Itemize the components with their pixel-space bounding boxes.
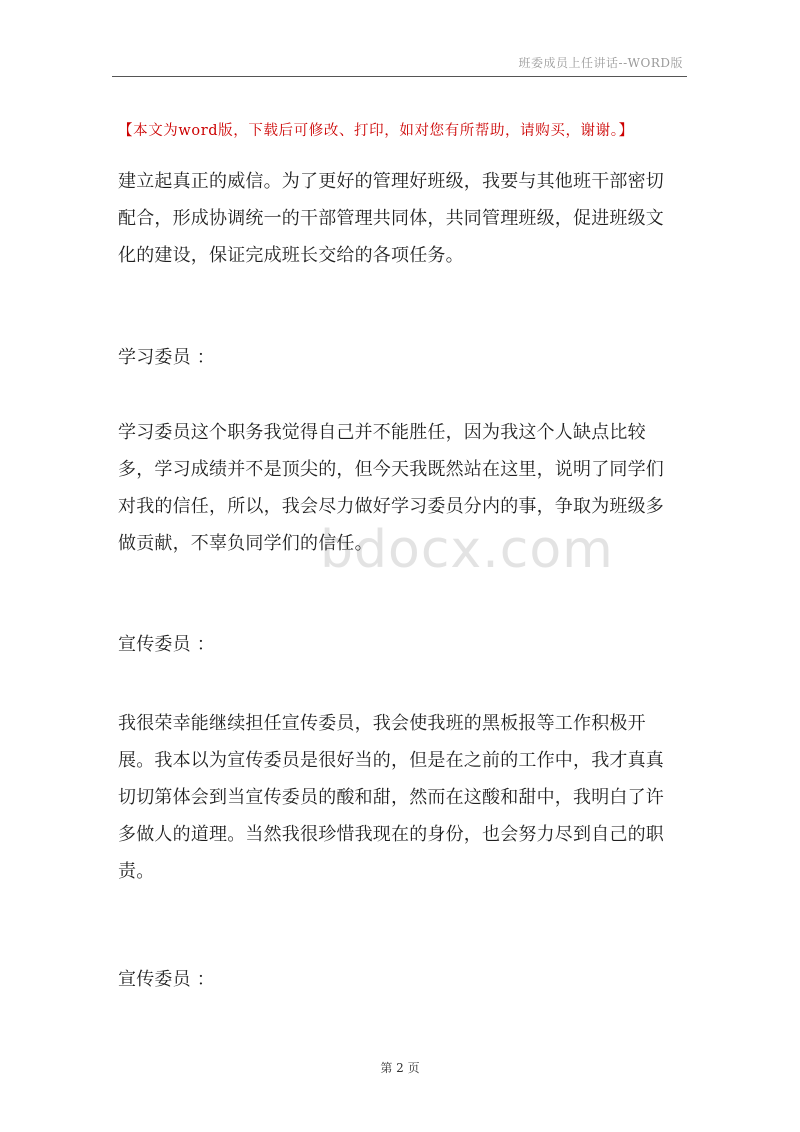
header-rule bbox=[112, 76, 687, 77]
paragraph-intro bbox=[118, 163, 686, 274]
paragraph-line: 多，学习成绩并不是顶尖的，但今天我既然站在这里，说明了同学们 bbox=[118, 459, 664, 480]
heading-text: 宣传委员 ： bbox=[118, 969, 215, 990]
section-heading-study bbox=[118, 339, 686, 376]
paragraph-line: 做贡献，不辜负同学们的信任。 bbox=[118, 533, 373, 554]
paragraph-line: 对我的信任，所以，我会尽力做好学习委员分内的事，争取为班级多 bbox=[118, 496, 664, 517]
paragraph-line: 我很荣幸能继续担任宣传委员，我会使我班的黑板报等工作积极开 bbox=[118, 713, 646, 734]
paragraph-line: 展。我本以为宣传委员是很好当的，但是在之前的工作中，我才真真 bbox=[118, 750, 664, 771]
paragraph-line: 建立起真正的威信。为了更好的管理好班级，我要与其他班干部密切 bbox=[118, 171, 664, 192]
paragraph-line: 责。 bbox=[118, 861, 155, 882]
section-heading-publicity bbox=[118, 626, 686, 663]
section-heading-publicity-2 bbox=[118, 961, 686, 998]
page-number: 第 2 页 bbox=[380, 1061, 420, 1075]
purchase-notice: 【本文为word版，下载后可修改、打印，如对您有所帮助，请购买，谢谢。】 bbox=[118, 123, 634, 139]
paragraph-line: 切切第体会到当宣传委员的酸和甜，然而在这酸和甜中，我明白了许 bbox=[118, 787, 664, 808]
paragraph-line: 多做人的道理。当然我很珍惜我现在的身份，也会努力尽到自己的职 bbox=[118, 824, 664, 845]
heading-text: 学习委员 ： bbox=[118, 347, 215, 368]
watermark: bdocx.com bbox=[320, 520, 614, 580]
heading-text: 宣传委员 ： bbox=[118, 634, 215, 655]
header-title: 班委成员上任讲话--WORD版 bbox=[518, 56, 683, 70]
paragraph-line: 化的建设，保证完成班长交给的各项任务。 bbox=[118, 245, 464, 266]
paragraph-line: 学习委员这个职务我觉得自己并不能胜任，因为我这个人缺点比较 bbox=[118, 422, 646, 443]
paragraph-line: 配合，形成协调统一的干部管理共同体，共同管理班级，促进班级文 bbox=[118, 208, 664, 229]
paragraph-study bbox=[118, 414, 686, 562]
paragraph-publicity bbox=[118, 705, 686, 890]
